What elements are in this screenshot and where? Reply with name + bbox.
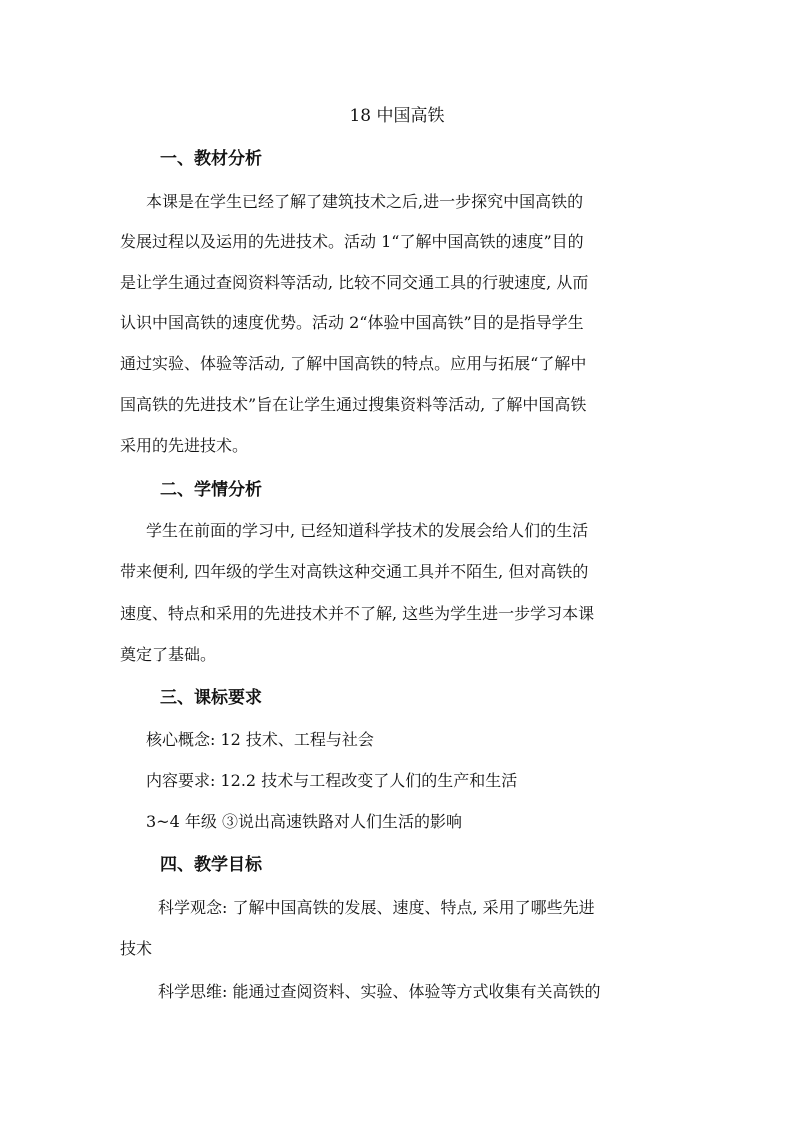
paragraph-line: 科学观念: 了解中国高铁的发展、速度、特点, 采用了哪些先进 [158, 898, 595, 917]
paragraph-line: 内容要求: 12.2 技术与工程改变了人们的生产和生活 [146, 771, 518, 790]
paragraph-line: 奠定了基础。 [120, 645, 217, 664]
paragraph-line: 核心概念: 12 技术、工程与社会 [146, 730, 374, 749]
paragraph-line: 发展过程以及运用的先进技术。活动 1“了解中国高铁的速度”目的 [120, 232, 584, 251]
paragraph-line: 科学思维: 能通过查阅资料、实验、体验等方式收集有关高铁的 [158, 982, 601, 1001]
paragraph-line: 国高铁的先进技术”旨在让学生通过搜集资料等活动, 了解中国高铁 [120, 395, 587, 414]
paragraph-line: 3~4 年级 ③说出高速铁路对人们生活的影响 [146, 812, 462, 831]
section-heading-textbook-analysis: 一、教材分析 [160, 149, 262, 169]
paragraph-line: 技术 [120, 939, 153, 958]
paragraph-line: 采用的先进技术。 [120, 436, 249, 455]
paragraph-line: 学生在前面的学习中, 已经知道科学技术的发展会给人们的生活 [146, 521, 589, 540]
section-heading-student-analysis: 二、学情分析 [160, 480, 262, 500]
paragraph-line: 本课是在学生已经了解了建筑技术之后,进一步探究中国高铁的 [146, 192, 584, 211]
paragraph-line: 带来便利, 四年级的学生对高铁这种交通工具并不陌生, 但对高铁的 [120, 562, 589, 581]
paragraph-line: 通过实验、体验等活动, 了解中国高铁的特点。应用与拓展“了解中 [120, 354, 587, 373]
document-title: 18 中国高铁 [349, 106, 445, 126]
section-heading-curriculum-standards: 三、课标要求 [160, 688, 262, 708]
paragraph-line: 是让学生通过查阅资料等活动, 比较不同交通工具的行驶速度, 从而 [120, 273, 589, 292]
paragraph-line: 认识中国高铁的速度优势。活动 2“体验中国高铁”目的是指导学生 [120, 313, 584, 332]
section-heading-teaching-goals: 四、教学目标 [160, 855, 262, 875]
paragraph-line: 速度、特点和采用的先进技术并不了解, 这些为学生进一步学习本课 [120, 604, 595, 623]
